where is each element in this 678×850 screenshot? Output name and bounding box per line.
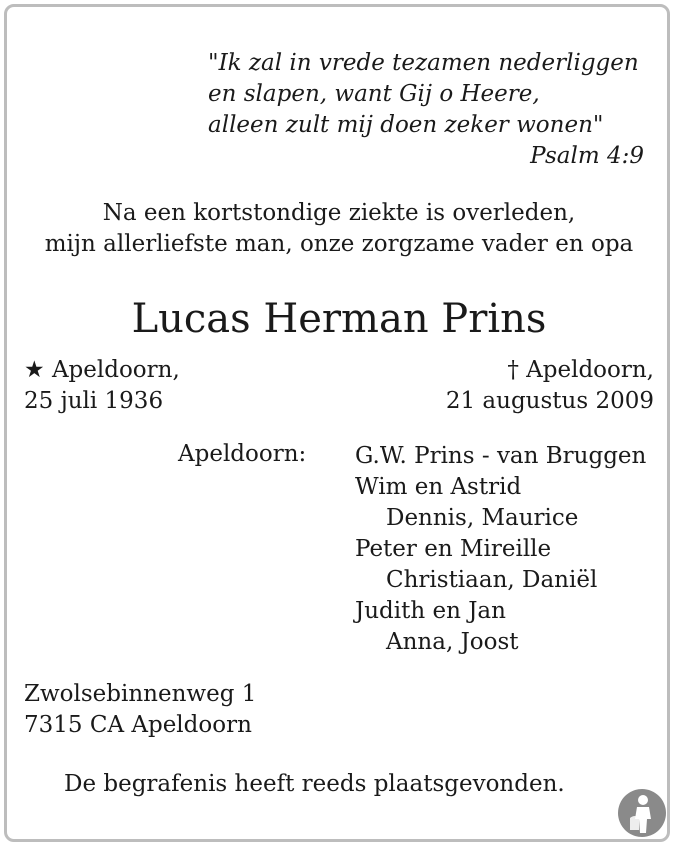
- death-date: 21 augustus 2009: [445, 388, 654, 414]
- announcement-line: mijn allerliefste man, onze zorgzame vader en opa: [44, 231, 634, 257]
- birth-date: 25 juli 1936: [24, 388, 164, 414]
- family-place: Apeldoorn:: [178, 441, 307, 467]
- family-member: Judith en Jan: [355, 598, 506, 624]
- funeral-note: De begrafenis heeft reeds plaatsgevonden.: [64, 771, 565, 797]
- family-member: Peter en Mireille: [355, 536, 552, 562]
- family-member: Anna, Joost: [386, 629, 519, 655]
- family-member: G.W. Prins - van Bruggen: [355, 443, 647, 469]
- announcement-text: [0, 198, 678, 260]
- family-list: [355, 441, 646, 658]
- star-icon: ★: [24, 357, 45, 383]
- family-member: Dennis, Maurice: [386, 505, 579, 531]
- address-city: 7315 CA Apeldoorn: [24, 712, 252, 738]
- cross-icon: †: [507, 357, 519, 383]
- memorial-logo-icon: [617, 788, 667, 838]
- family-member: Christiaan, Daniël: [386, 567, 598, 593]
- deceased-name: Lucas Herman Prins: [131, 296, 547, 342]
- quote-line: alleen zult mij doen zeker wonen": [208, 112, 604, 138]
- quote-line: "Ik zal in vrede tezamen nederliggen: [208, 50, 639, 76]
- address-street: Zwolsebinnenweg 1: [24, 681, 257, 707]
- announcement-line: Na een kortstondige ziekte is overleden,: [102, 200, 576, 226]
- birth-info: [24, 355, 180, 417]
- birth-place: Apeldoorn,: [51, 357, 180, 383]
- death-info: [446, 355, 654, 417]
- death-place: Apeldoorn,: [526, 357, 654, 383]
- quote-source: Psalm 4:9: [530, 143, 644, 169]
- family-member: Wim en Astrid: [355, 474, 522, 500]
- correspondence-address: [24, 679, 256, 741]
- bible-quote: [208, 48, 639, 141]
- quote-line: en slapen, want Gij o Heere,: [208, 81, 540, 107]
